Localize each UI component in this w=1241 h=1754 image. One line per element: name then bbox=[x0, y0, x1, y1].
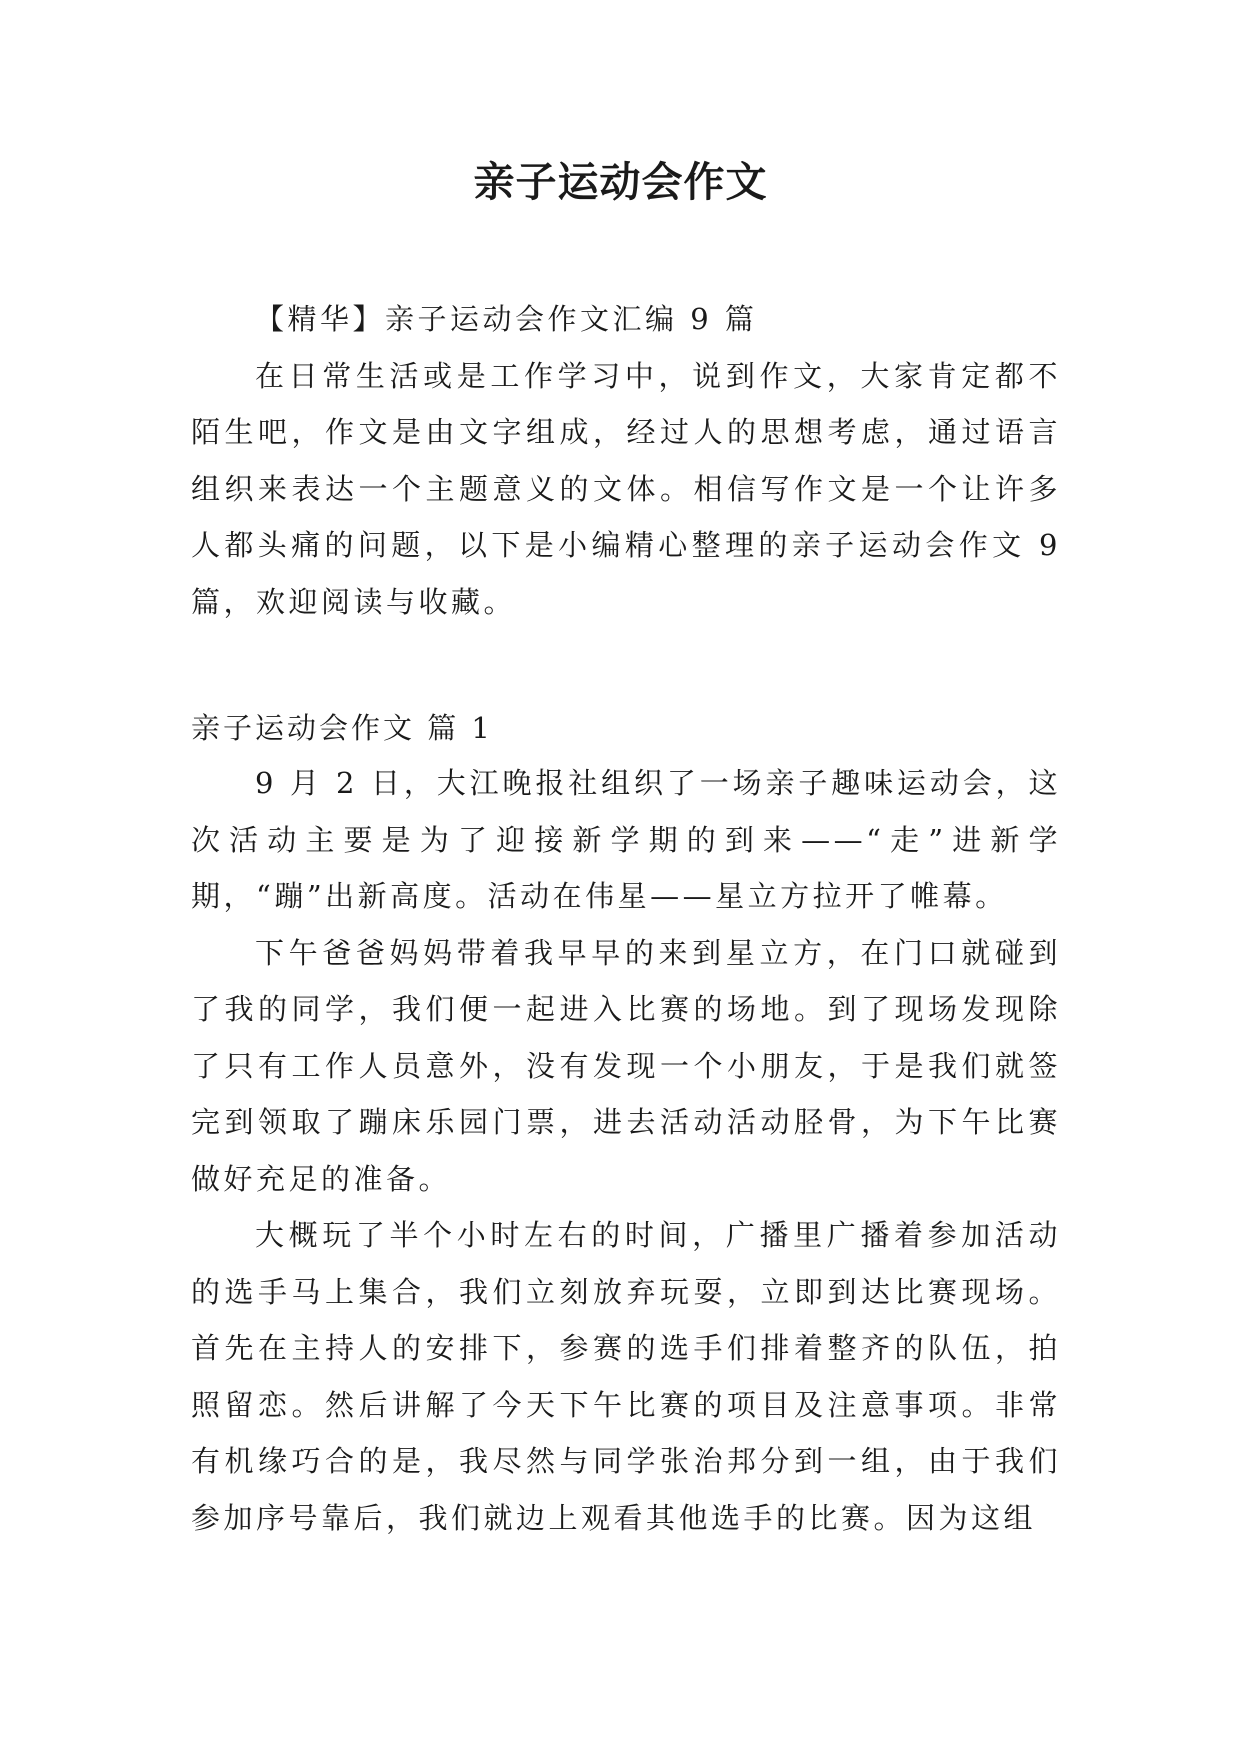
article-paragraph-2: 下午爸爸妈妈带着我早早的来到星立方，在门口就碰到了我的同学，我们便一起进入比赛的场地。到了现场发现除了只有工作人员意外，没有发现一个小朋友，于是我们就签完到领取了蹦床乐园门票，进去活动活动胫骨，为下午比赛做好充足的准备。 bbox=[191, 935, 1061, 1196]
intro-paragraph-2: 在日常生活或是工作学习中，说到作文，大家肯定都不陌生吧，作文是由文字组成，经过人的思想考虑，通过语言组织来表达一个主题意义的文体。相信写作文是一个让许多人都头痛的问题，以下是小编精心整理的亲子运动会作文 9 篇，欢迎阅读与收藏。 bbox=[191, 358, 1061, 619]
intro-paragraph-1: 【精华】亲子运动会作文汇编 9 篇 bbox=[255, 302, 758, 336]
article-paragraph-1: 9 月 2 日，大江晚报社组织了一场亲子趣味运动会，这次活动主要是为了迎接新学期的到来——“走”进新学期，“蹦”出新高度。活动在伟星——星立方拉开了帷幕。 bbox=[191, 766, 1061, 913]
section-heading: 亲子运动会作文 篇 1 bbox=[191, 711, 493, 745]
article-section bbox=[191, 755, 1061, 1546]
document-title: 亲子运动会作文 bbox=[473, 158, 768, 206]
article-paragraph-3: 大概玩了半个小时左右的时间，广播里广播着参加活动的选手马上集合，我们立刻放弃玩耍，立即到达比赛现场。首先在主持人的安排下，参赛的选手们排着整齐的队伍，拍照留恋。然后讲解了今天下午比赛的项目及注意事项。非常有机缘巧合的是，我尽然与同学张治邦分到一组，由于我们参加序号靠后，我们就边上观看其他选手的比赛。因为这组 bbox=[191, 1218, 1061, 1535]
intro-section bbox=[191, 291, 1061, 630]
